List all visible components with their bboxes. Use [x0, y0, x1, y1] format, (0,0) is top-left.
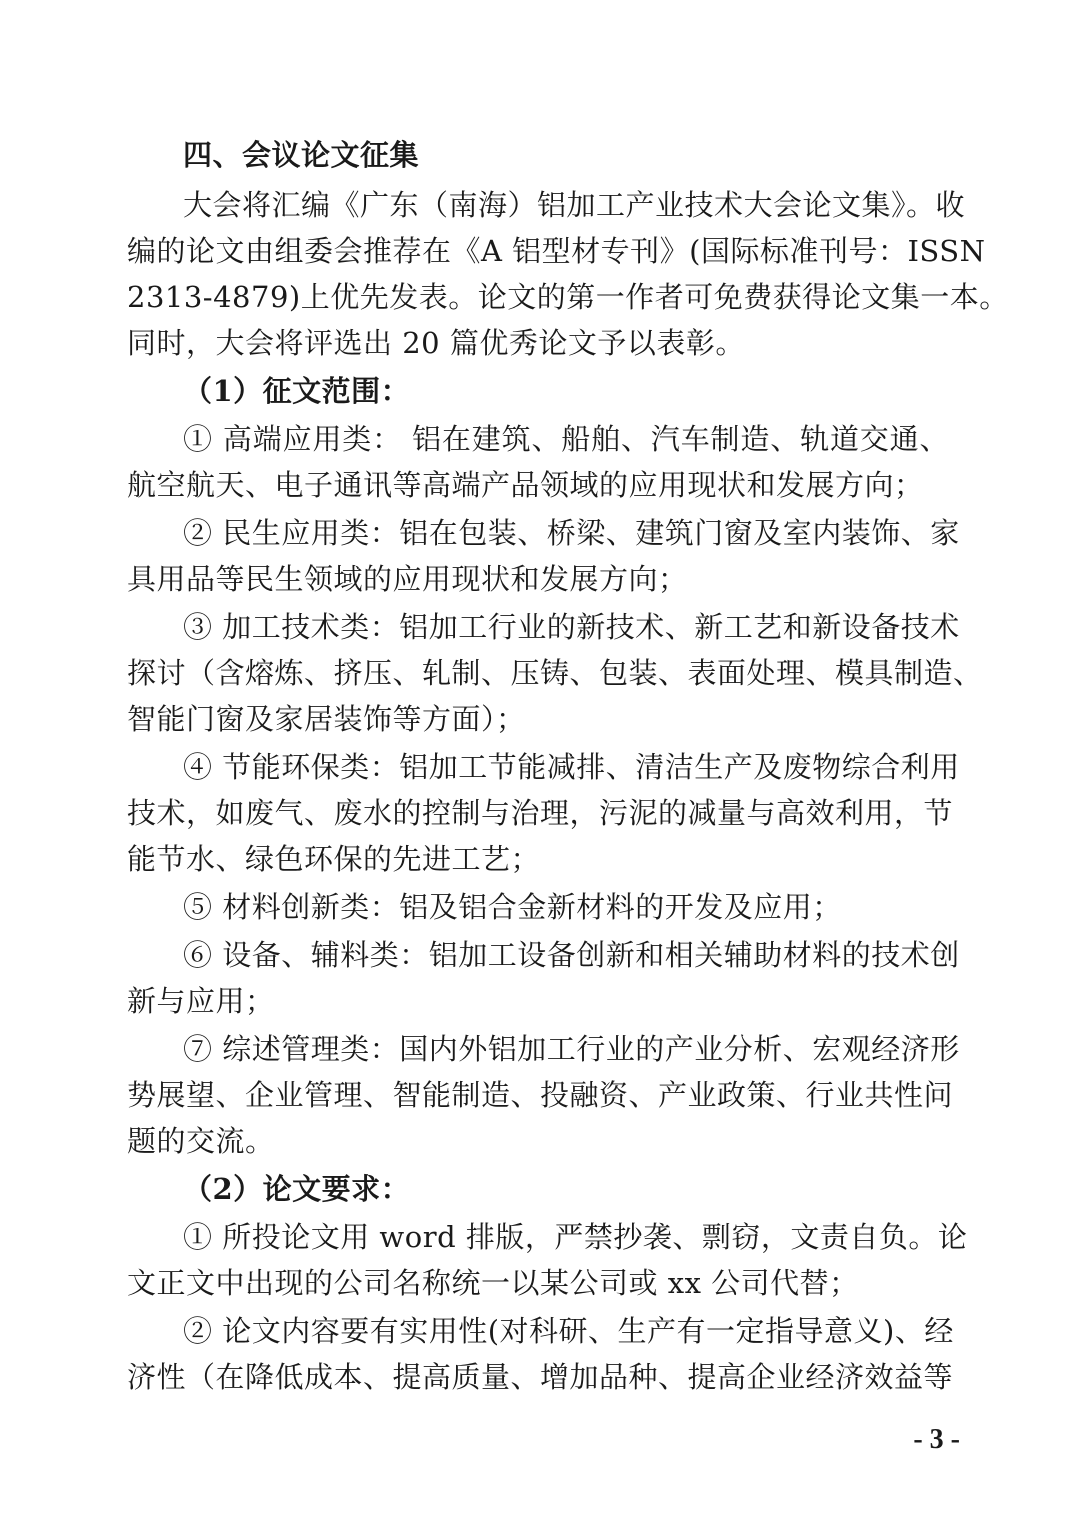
scope-item-line: 能节水、绿色环保的先进工艺；	[127, 842, 541, 876]
scope-item-line: ② 民生应用类：铝在包装、桥梁、建筑门窗及室内装饰、家	[183, 516, 960, 550]
scope-item-line: ⑦ 综述管理类：国内外铝加工行业的产业分析、宏观经济形	[183, 1032, 960, 1066]
page-number: - 3 -	[913, 1424, 960, 1455]
requirements-item-line: 济性（在降低成本、提高质量、增加品种、提高企业经济效益等	[127, 1360, 954, 1394]
requirements-heading: （2）论文要求：	[183, 1172, 411, 1206]
intro-line: 大会将汇编《广东（南海）铝加工产业技术大会论文集》。收	[183, 188, 966, 222]
scope-item-line: ③ 加工技术类：铝加工行业的新技术、新工艺和新设备技术	[183, 610, 960, 644]
requirements-item-line: 文正文中出现的公司名称统一以某公司或 xx 公司代替；	[127, 1266, 859, 1300]
intro-line: 2313-4879)上优先发表。论文的第一作者可免费获得论文集一本。	[127, 280, 1009, 314]
intro-line: 同时，大会将评选出 20 篇优秀论文予以表彰。	[127, 326, 745, 360]
requirements-item-line: ① 所投论文用 word 排版，严禁抄袭、剽窃，文责自负。论	[183, 1220, 968, 1254]
scope-item-line: 题的交流。	[127, 1124, 275, 1158]
scope-item-line: ④ 节能环保类：铝加工节能减排、清洁生产及废物综合利用	[183, 750, 960, 784]
scope-item-line: 具用品等民生领域的应用现状和发展方向；	[127, 562, 688, 596]
scope-item-line: 势展望、企业管理、智能制造、投融资、产业政策、行业共性问	[127, 1078, 954, 1112]
scope-item-line: 航空航天、电子通讯等高端产品领域的应用现状和发展方向；	[127, 468, 924, 502]
scope-item-line: 新与应用；	[127, 984, 275, 1018]
requirements-item-line: ② 论文内容要有实用性(对科研、生产有一定指导意义)、经	[183, 1314, 954, 1348]
scope-item-line: 探讨（含熔炼、挤压、轧制、压铸、包装、表面处理、模具制造、	[127, 656, 983, 690]
scope-item-line: ⑥ 设备、辅料类：铝加工设备创新和相关辅助材料的技术创	[183, 938, 960, 972]
section-heading: 四、会议论文征集	[183, 138, 420, 172]
scope-item-line: 技术，如废气、废水的控制与治理，污泥的减量与高效利用，节	[127, 796, 954, 830]
scope-item-line: ⑤ 材料创新类：铝及铝合金新材料的开发及应用；	[183, 890, 842, 924]
intro-line: 编的论文由组委会推荐在《A 铝型材专刊》(国际标准刊号：ISSN	[127, 234, 986, 268]
scope-item-line: 智能门窗及家居装饰等方面）；	[127, 702, 526, 736]
scope-item-line: ① 高端应用类： 铝在建筑、船舶、汽车制造、轨道交通、	[183, 422, 949, 456]
scope-heading: （1）征文范围：	[183, 374, 411, 408]
